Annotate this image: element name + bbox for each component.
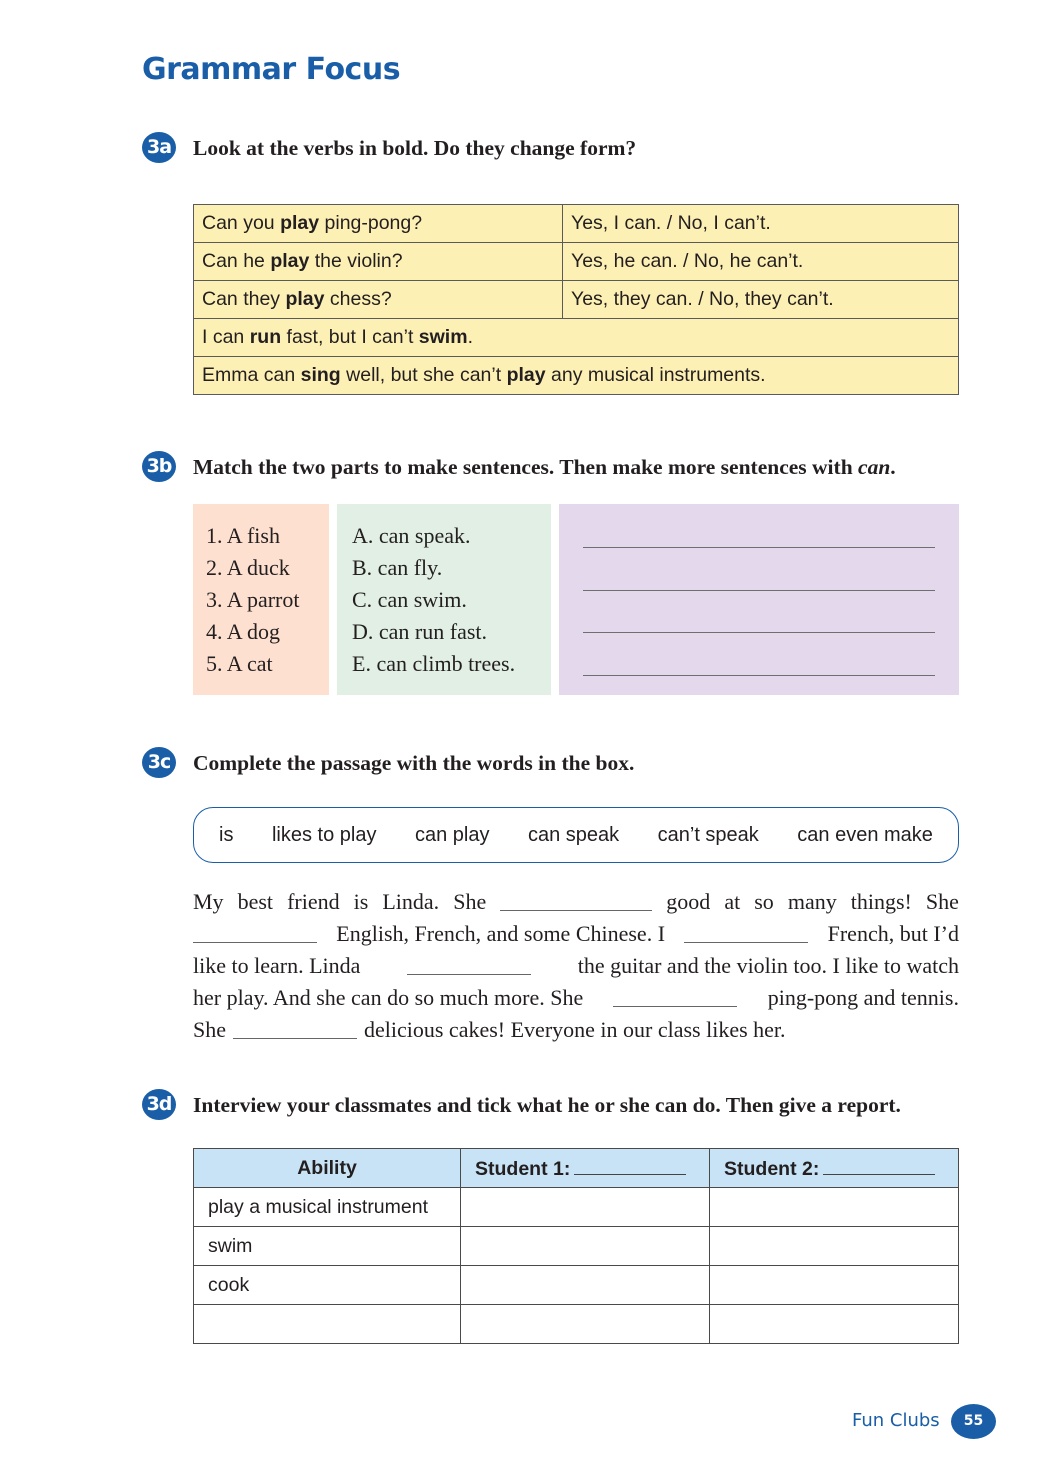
column-header-ability: Ability (194, 1149, 461, 1188)
word-option: can speak (527, 823, 620, 846)
unit-title: Fun Clubs (852, 1410, 940, 1431)
interview-table (193, 1148, 959, 1344)
ability-cell[interactable] (194, 1305, 461, 1344)
tick-cell[interactable] (710, 1227, 959, 1266)
example-sentence-cell: Emma can sing well, but she can’t play any musical instruments. (194, 357, 959, 395)
tick-cell[interactable] (461, 1305, 710, 1344)
answer-blank[interactable] (613, 982, 737, 1007)
passage: My best friend is Linda. She good at so many things! She English, French, and some Chinese. I French, but I’d like to learn. Linda the guitar and the violin too. I like to watch her play. And she can do so much more. She ping-pong and tennis. She delicious cakes! Everyone in our class likes her. (193, 886, 959, 1046)
instruction-3b: Match the two parts to make sentences. Then make more sentences with can. (193, 455, 896, 479)
table-row (194, 1188, 959, 1227)
student-name-blank[interactable] (823, 1156, 935, 1175)
instruction-3c: Complete the passage with the words in the box. (193, 751, 635, 775)
writing-box[interactable] (559, 504, 959, 695)
table-row (194, 205, 959, 243)
column-header-student-1: Student 1: (461, 1149, 710, 1188)
ability-cell: cook (194, 1266, 461, 1305)
list-item: D. can run fast. (352, 619, 488, 644)
tick-cell[interactable] (710, 1305, 959, 1344)
question-cell: Can you play ping-pong? (194, 205, 563, 243)
subjects-box (193, 504, 329, 695)
tick-cell[interactable] (710, 1266, 959, 1305)
list-item: B. can fly. (352, 555, 443, 580)
table-row (194, 281, 959, 319)
answer-blank[interactable] (500, 886, 652, 911)
list-item: 3. A parrot (206, 587, 300, 612)
table-row (194, 1227, 959, 1266)
answer-cell: Yes, he can. / No, he can’t. (563, 243, 959, 281)
ability-cell: play a musical instrument (194, 1188, 461, 1227)
list-item: 1. A fish (206, 523, 280, 548)
question-cell: Can he play the violin? (194, 243, 563, 281)
example-sentence-cell: I can run fast, but I can’t swim. (194, 319, 959, 357)
question-cell: Can they play chess? (194, 281, 563, 319)
answer-blank[interactable] (193, 918, 317, 943)
word-option: is (219, 823, 234, 846)
tick-cell[interactable] (710, 1188, 959, 1227)
ability-cell: swim (194, 1227, 461, 1266)
student-name-blank[interactable] (574, 1156, 686, 1175)
answer-blank[interactable] (233, 1014, 357, 1039)
word-option: can’t speak (657, 823, 759, 846)
word-option: likes to play (271, 823, 377, 846)
page-title: Grammar Focus (142, 52, 401, 87)
section-badge-3c: 3c (142, 747, 176, 778)
instruction-3d: Interview your classmates and tick what he or she can do. Then give a report. (193, 1093, 901, 1117)
word-option: can play (414, 823, 490, 846)
column-header-student-2: Student 2: (710, 1149, 959, 1188)
list-item: E. can climb trees. (352, 651, 516, 676)
predicates-box (337, 504, 551, 695)
answer-cell: Yes, they can. / No, they can’t. (563, 281, 959, 319)
writing-line[interactable] (583, 590, 935, 591)
table-row (194, 319, 959, 357)
writing-line[interactable] (583, 632, 935, 633)
tick-cell[interactable] (461, 1227, 710, 1266)
table-header-row (194, 1149, 959, 1188)
word-option: can even make (797, 823, 933, 846)
page-number: 55 (951, 1404, 996, 1439)
answer-cell: Yes, I can. / No, I can’t. (563, 205, 959, 243)
table-row (194, 1266, 959, 1305)
word-box (193, 807, 959, 863)
answer-blank[interactable] (407, 950, 531, 975)
list-item: 5. A cat (206, 651, 273, 676)
tick-cell[interactable] (461, 1188, 710, 1227)
table-row (194, 243, 959, 281)
writing-line[interactable] (583, 547, 935, 548)
answer-blank[interactable] (684, 918, 808, 943)
writing-line[interactable] (583, 675, 935, 676)
tick-cell[interactable] (461, 1266, 710, 1305)
list-item: A. can speak. (352, 523, 471, 548)
section-badge-3d: 3d (142, 1089, 176, 1120)
section-badge-3a: 3a (142, 132, 176, 163)
list-item: 4. A dog (206, 619, 280, 644)
section-badge-3b: 3b (142, 451, 176, 482)
table-row (194, 357, 959, 395)
instruction-3a: Look at the verbs in bold. Do they change form? (193, 136, 637, 160)
grammar-table (193, 204, 959, 395)
list-item: 2. A duck (206, 555, 290, 580)
table-row (194, 1305, 959, 1344)
list-item: C. can swim. (352, 587, 467, 612)
